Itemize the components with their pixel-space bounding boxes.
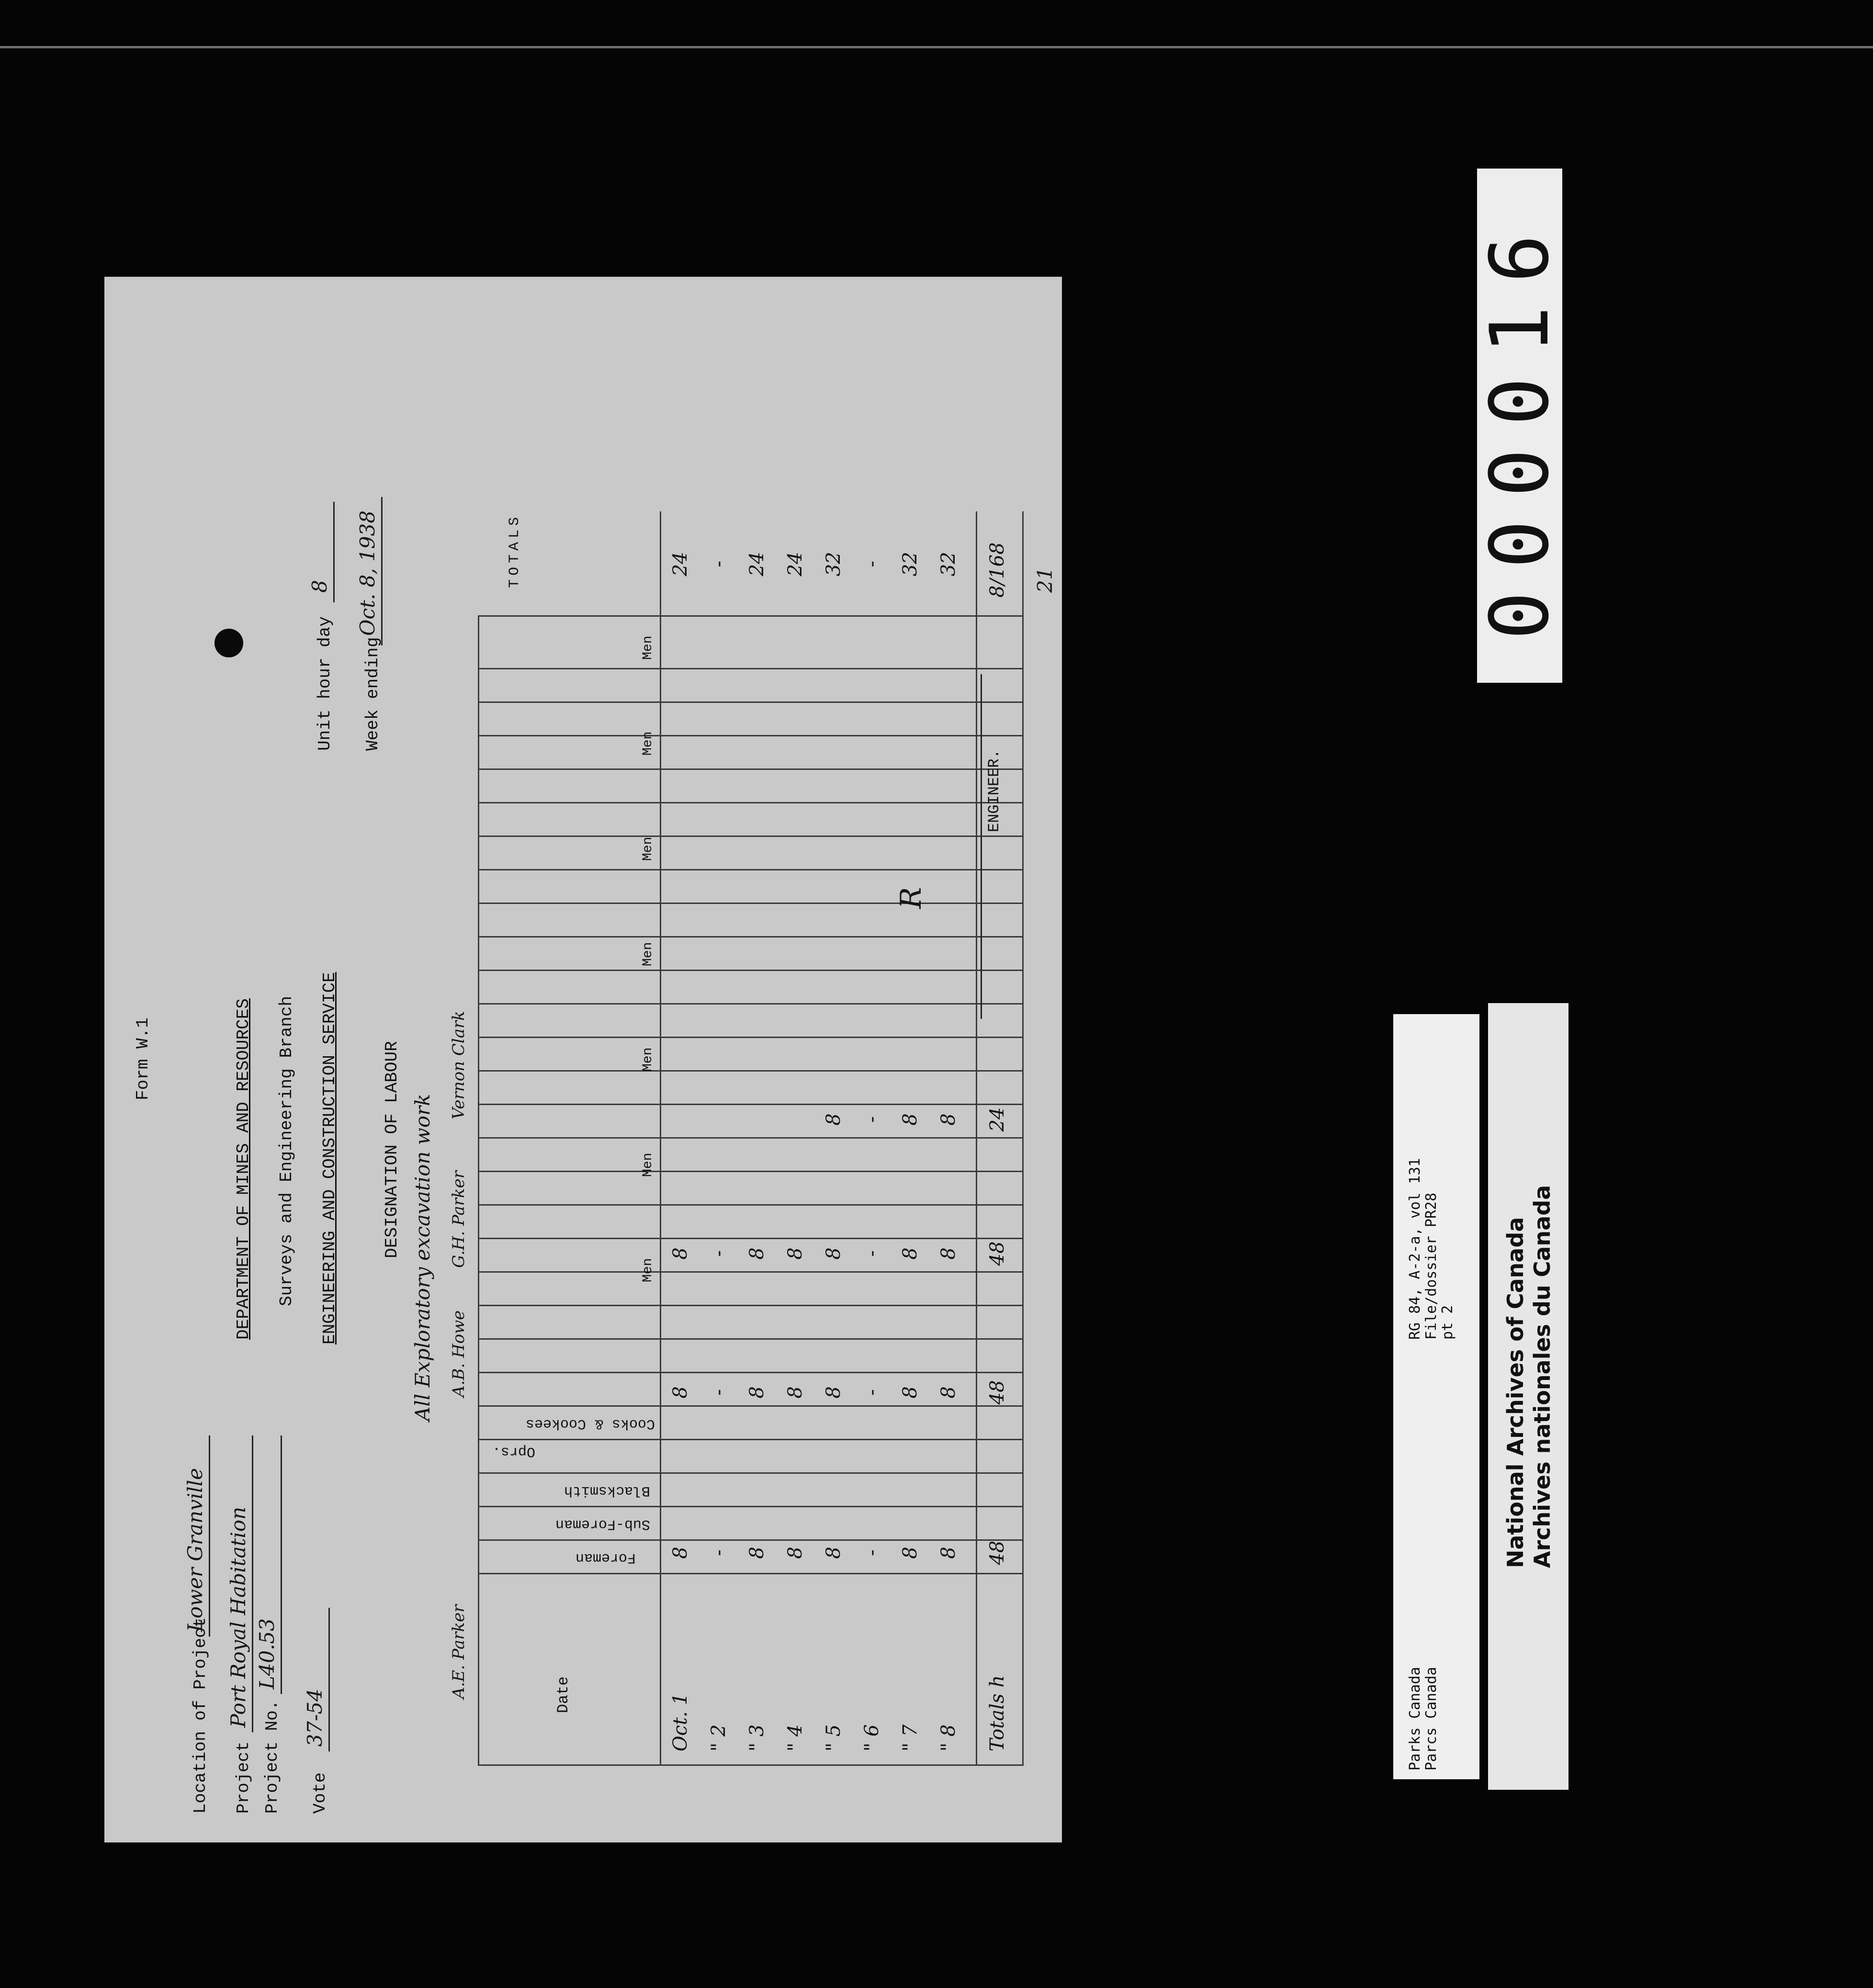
worker-name-4: Vernon Clark bbox=[449, 1011, 468, 1119]
col-rule bbox=[478, 1271, 1024, 1273]
hours-cell: 8 bbox=[899, 1386, 921, 1399]
archive-reference-label bbox=[1393, 1014, 1479, 1779]
project-no-value: L40.53 bbox=[255, 1618, 279, 1689]
worker-name-1: A.E. Parker bbox=[449, 1604, 468, 1699]
hours-cell: 8 bbox=[823, 1386, 845, 1399]
hours-cell: - bbox=[708, 1549, 730, 1556]
totals-cell: 24 bbox=[986, 1107, 1008, 1132]
table-left-border bbox=[478, 1764, 1024, 1766]
total-cell: - bbox=[708, 561, 730, 567]
total-cell: 32 bbox=[899, 552, 921, 576]
date-cell: " 2 bbox=[708, 1724, 730, 1751]
totals-cell: 48 bbox=[986, 1241, 1008, 1266]
service-title: ENGINEERING AND CONSTRUCTION SERVICE bbox=[320, 972, 339, 1344]
engineer-signature-line bbox=[981, 674, 982, 1019]
col-rule bbox=[478, 1137, 1024, 1139]
col-rule bbox=[478, 802, 1024, 803]
col-rule bbox=[478, 735, 1024, 736]
total-cell: 24 bbox=[784, 552, 806, 576]
vote-label: Vote bbox=[310, 1772, 330, 1814]
hours-cell: 8 bbox=[899, 1113, 921, 1126]
table-top-border bbox=[478, 617, 479, 1766]
grand-total-hours: 8/168 bbox=[986, 542, 1008, 598]
date-cell: " 3 bbox=[746, 1724, 768, 1751]
institution-en: National Archives of Canada bbox=[1502, 1217, 1528, 1568]
vote-value: 37-54 bbox=[303, 1688, 327, 1747]
hours-cell: 8 bbox=[823, 1247, 845, 1260]
handwritten-heading: All Exploratory excavation work bbox=[411, 1094, 434, 1421]
oprs-header: Oprs. bbox=[492, 1443, 535, 1459]
vote-underline bbox=[328, 1608, 330, 1751]
date-cell: Oct. 1 bbox=[669, 1693, 691, 1751]
total-cell: 24 bbox=[746, 552, 768, 576]
col-rule bbox=[478, 1472, 1024, 1474]
hours-cell: 8 bbox=[784, 1386, 806, 1399]
archive-reference-line-1: RG 84, A-2-a, vol 131 bbox=[1407, 1158, 1423, 1340]
col-rule bbox=[478, 668, 1024, 669]
worker-name-3: G.H. Parker bbox=[449, 1171, 468, 1268]
archive-institution-label bbox=[1488, 1003, 1568, 1790]
totals-cell: 48 bbox=[986, 1380, 1008, 1405]
men-label: Men bbox=[641, 731, 655, 756]
men-label: Men bbox=[641, 942, 655, 966]
date-col-rule bbox=[478, 1573, 1024, 1574]
hours-cell: 8 bbox=[899, 1247, 921, 1260]
date-cell: " 8 bbox=[937, 1724, 959, 1751]
film-edge-line bbox=[0, 46, 1873, 48]
week-ending-value: Oct. 8, 1938 bbox=[356, 510, 379, 636]
hours-cell: - bbox=[708, 1250, 730, 1257]
col-rule bbox=[478, 1439, 1024, 1440]
col-rule bbox=[478, 1372, 1024, 1373]
labour-form-card-wrapper bbox=[104, 277, 1062, 1842]
project-label: Project bbox=[234, 1741, 253, 1814]
sub-foreman-header: Sub-Foreman bbox=[555, 1516, 650, 1532]
branch-title: Surveys and Engineering Branch bbox=[277, 995, 296, 1306]
hours-cell: 8 bbox=[899, 1547, 921, 1559]
table-header-rule bbox=[660, 511, 661, 1766]
hours-cell: 8 bbox=[669, 1547, 691, 1559]
col-rule bbox=[478, 1037, 1024, 1038]
col-rule bbox=[478, 970, 1024, 971]
archive-reference-line-3: pt 2 bbox=[1439, 1305, 1456, 1340]
hours-cell: - bbox=[861, 1250, 883, 1257]
hours-cell: 8 bbox=[746, 1386, 768, 1399]
designation-title: DESIGNATION OF LABOUR bbox=[382, 1041, 402, 1258]
total-cell: 32 bbox=[937, 552, 959, 576]
cooks-header: Cooks & Cookees bbox=[525, 1415, 655, 1432]
agency-en: Parks Canada bbox=[1407, 1667, 1423, 1771]
hours-cell: - bbox=[861, 1549, 883, 1556]
col-rule bbox=[478, 1171, 1024, 1172]
hours-cell: - bbox=[861, 1389, 883, 1396]
department-title: DEPARTMENT OF MINES AND RESOURCES bbox=[234, 998, 253, 1340]
col-rule bbox=[478, 869, 1024, 870]
foreman-header: Foreman bbox=[575, 1549, 636, 1566]
engineer-initials: R bbox=[894, 887, 928, 909]
table-bottom-border bbox=[1022, 511, 1024, 1766]
men-label: Men bbox=[641, 1258, 655, 1282]
col-rule bbox=[478, 1338, 1024, 1340]
week-ending-label: Week ending bbox=[363, 637, 383, 751]
date-cell: " 6 bbox=[861, 1724, 883, 1751]
project-value: Port Royal Habitation bbox=[226, 1506, 250, 1728]
date-cell: " 5 bbox=[823, 1724, 845, 1751]
hours-cell: 8 bbox=[669, 1247, 691, 1260]
engineer-label: ENGINEER. bbox=[985, 749, 1003, 832]
location-value: Lower Granville bbox=[183, 1468, 207, 1632]
col-rule bbox=[478, 1506, 1024, 1507]
col-rule bbox=[478, 936, 1024, 938]
grand-total-days: 21 bbox=[1033, 567, 1057, 593]
labour-table bbox=[449, 511, 1024, 1766]
col-rule bbox=[478, 903, 1024, 904]
hours-cell: 8 bbox=[823, 1113, 845, 1126]
total-cell: - bbox=[861, 561, 883, 567]
hours-cell: - bbox=[861, 1116, 883, 1123]
men-label: Men bbox=[641, 1152, 655, 1177]
col-rule bbox=[478, 701, 1024, 703]
punch-hole bbox=[214, 629, 243, 657]
col-rule bbox=[478, 1070, 1024, 1072]
archive-reference-line-2: File/dossier PR28 bbox=[1423, 1192, 1440, 1340]
hours-cell: 8 bbox=[746, 1247, 768, 1260]
table-totals-rule bbox=[976, 511, 977, 1766]
frame-number-strip bbox=[1473, 169, 1567, 683]
date-cell: " 7 bbox=[899, 1724, 921, 1751]
location-label: Location of Project bbox=[191, 1617, 210, 1814]
frame-number: 000016 bbox=[1473, 211, 1567, 640]
hours-cell: 8 bbox=[937, 1547, 959, 1559]
form-number: Form W.1 bbox=[133, 1017, 153, 1100]
labour-form-card bbox=[104, 277, 1062, 1842]
week-ending-underline bbox=[381, 497, 383, 645]
project-underline bbox=[252, 1435, 253, 1732]
hours-cell: 8 bbox=[669, 1386, 691, 1399]
total-cell: 32 bbox=[823, 552, 845, 576]
worker-name-2: A.B. Howe bbox=[449, 1310, 468, 1397]
date-cell: " 4 bbox=[784, 1724, 806, 1751]
project-no-label: Project No. bbox=[262, 1700, 282, 1814]
totals-col-rule bbox=[478, 615, 1024, 617]
col-rule bbox=[478, 1305, 1024, 1306]
hours-cell: - bbox=[708, 1389, 730, 1396]
men-label: Men bbox=[641, 635, 655, 660]
hours-cell: 8 bbox=[746, 1547, 768, 1559]
col-rule bbox=[478, 768, 1024, 770]
blacksmith-header: Blacksmith bbox=[564, 1482, 650, 1499]
men-label: Men bbox=[641, 1047, 655, 1072]
hours-cell: 8 bbox=[937, 1113, 959, 1126]
project-no-underline bbox=[281, 1435, 282, 1694]
total-cell: 24 bbox=[669, 552, 691, 576]
totals-header: TOTALS bbox=[507, 513, 523, 588]
hours-cell: 8 bbox=[784, 1547, 806, 1559]
unit-hour-underline bbox=[333, 502, 335, 602]
col-rule bbox=[478, 836, 1024, 837]
location-underline bbox=[209, 1435, 210, 1637]
hours-cell: 8 bbox=[784, 1247, 806, 1260]
unit-hour-label: Unit hour day bbox=[315, 616, 335, 751]
unit-hour-value: 8 bbox=[308, 580, 331, 593]
hours-cell: 8 bbox=[937, 1386, 959, 1399]
agency-fr: Parcs Canada bbox=[1423, 1667, 1440, 1771]
date-header: Date bbox=[554, 1676, 572, 1713]
men-label: Men bbox=[641, 836, 655, 861]
institution-fr: Archives nationales du Canada bbox=[1529, 1185, 1555, 1568]
col-rule bbox=[478, 1204, 1024, 1206]
totals-cell: 48 bbox=[986, 1540, 1008, 1565]
hours-cell: 8 bbox=[937, 1247, 959, 1260]
col-rule bbox=[478, 1003, 1024, 1005]
totals-row-label: Totals h bbox=[986, 1675, 1008, 1751]
hours-cell: 8 bbox=[823, 1547, 845, 1559]
